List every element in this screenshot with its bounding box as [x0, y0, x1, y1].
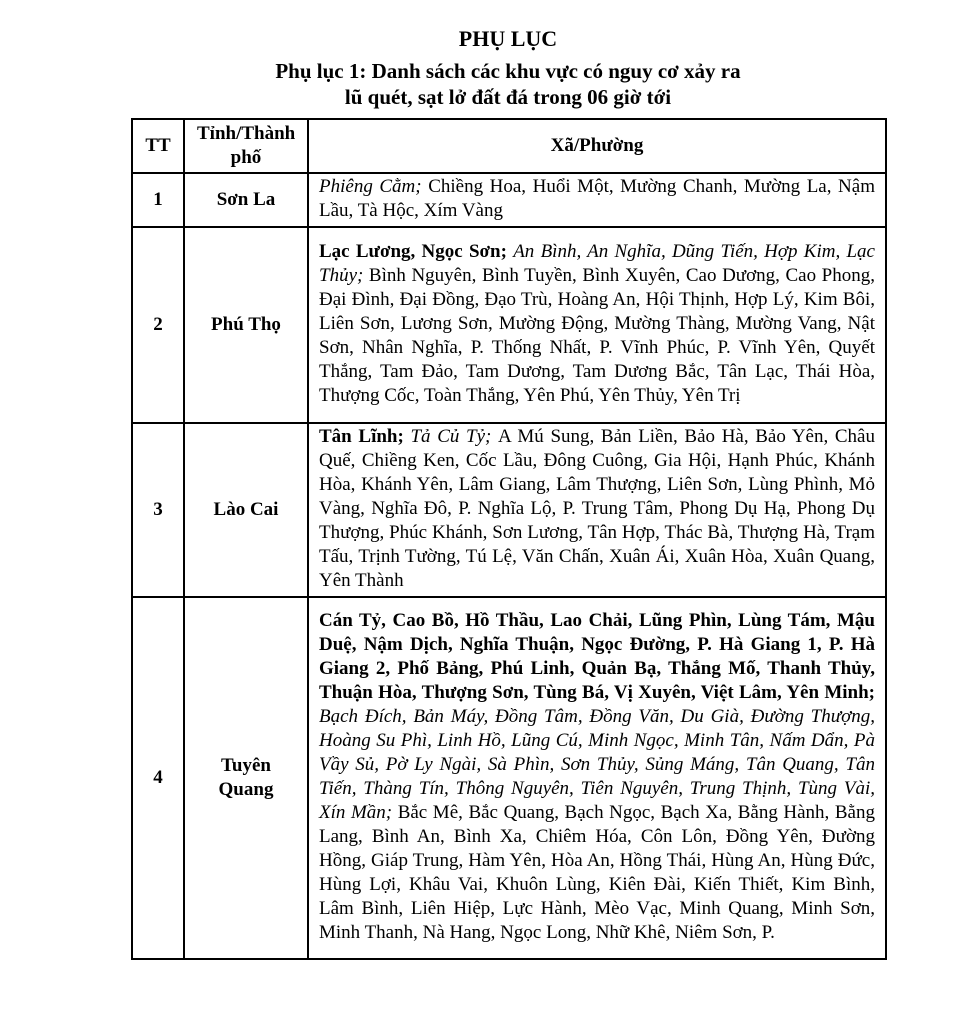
commune-segment-regular: Bắc Mê, Bắc Quang, Bạch Ngọc, Bạch Xa, Bằng Hành, Bằng Lang, Bình An, Bình Xa, Chiêm Hóa, Côn Lôn, Đồng Yên, Đường Hồng, Giáp Trung, Hàm Yên, Hòa An, Hồng Thái, Hùng An, Hùng Đức, Hùng Lợi, Khâu Vai, Khuôn Lùng, Kiên Đài, Kiến Thiết, Kim Bình, Lâm Bình, Liên Hiệp, Lực Hành, Mèo Vạc, Minh Quang, Minh Sơn, Minh Thanh, Nà Hang, Ngọc Long, Nhữ Khê, Niêm Sơn, P.	[319, 802, 875, 943]
commune-segment-bold: Lạc Lương, Ngọc Sơn;	[319, 241, 514, 262]
page-title: PHỤ LỤC	[458, 26, 558, 51]
column-header-commune: Xã/Phường	[308, 119, 886, 173]
header-row	[132, 119, 886, 173]
row-number: 2	[132, 227, 184, 423]
commune-segment-italic: Bạch Đích, Bản Máy, Đồng Tâm, Đồng Văn, Du Già, Đường Thượng, Hoàng Su Phì, Linh Hồ, Lũng Cú, Minh Ngọc, Minh Tân, Nấm Dẩn, Pà Vầy Sủ, Pờ Ly Ngài, Sà Phìn, Sơn Thủy, Sủng Máng, Tân Quang, Tân Tiến, Thàng Tín, Thông Nguyên, Tiên Nguyên, Trung Thịnh, Tùng Vài, Xín Mần;	[319, 706, 875, 823]
row-number: 3	[132, 423, 184, 597]
table-header	[132, 119, 886, 173]
commune-list	[308, 173, 886, 227]
commune-list	[308, 227, 886, 423]
commune-segment-regular: A Mú Sung, Bản Liền, Bảo Hà, Bảo Yên, Châu Quế, Chiềng Ken, Cốc Lầu, Đông Cuông, Gia Hội, Hạnh Phúc, Khánh Hòa, Khánh Yên, Lâm Giang, Lâm Thượng, Liên Sơn, Lùng Phình, Mỏ Vàng, Nghĩa Đô, P. Nghĩa Lộ, P. Trung Tâm, Phong Dụ Hạ, Phong Dụ Thượng, Phúc Khánh, Sơn Lương, Tân Hợp, Thác Bà, Thượng Hà, Trạm Tấu, Trịnh Tường, Tú Lệ, Văn Chấn, Xuân Ái, Xuân Hòa, Xuân Quang, Yên Thành	[319, 426, 875, 591]
table-row	[132, 423, 886, 597]
province-name: Sơn La	[184, 173, 308, 227]
commune-segment-italic: Tả Củ Tỷ;	[410, 426, 499, 447]
table-row	[132, 597, 886, 959]
column-header-tt: TT	[132, 119, 184, 173]
subtitle-line-2: lũ quét, sạt lở đất đá trong 06 giờ tới	[344, 85, 672, 109]
province-name: Lào Cai	[184, 423, 308, 597]
commune-segment-bold: Tân Lĩnh;	[319, 426, 411, 447]
province-name: Tuyên Quang	[184, 597, 308, 959]
commune-list	[308, 597, 886, 959]
commune-segment-regular: Chiềng Hoa, Huổi Một, Mường Chanh, Mường La, Nậm Lầu, Tà Hộc, Xím Vàng	[319, 176, 875, 221]
commune-segment-italic: Phiêng Cằm;	[319, 176, 429, 197]
appendix-table	[131, 118, 887, 960]
commune-segment-regular: Bình Nguyên, Bình Tuyền, Bình Xuyên, Cao Dương, Cao Phong, Đại Đình, Đại Đồng, Đạo Trù, Hoàng An, Hội Thịnh, Hợp Lý, Kim Bôi, Liên Sơn, Lương Sơn, Mường Động, Mường Thàng, Mường Vang, Nật Sơn, Nhân Nghĩa, P. Thống Nhất, P. Vĩnh Phúc, P. Vĩnh Yên, Quyết Thắng, Tam Đảo, Tam Dương, Tam Dương Bắc, Tân Lạc, Thái Hòa, Thượng Cốc, Toàn Thắng, Yên Phú, Yên Thủy, Yên Trị	[319, 265, 875, 406]
row-number: 4	[132, 597, 184, 959]
commune-list	[308, 423, 886, 597]
table-row	[132, 227, 886, 423]
province-name: Phú Thọ	[184, 227, 308, 423]
table-row	[132, 173, 886, 227]
table-body	[132, 173, 886, 959]
row-number: 1	[132, 173, 184, 227]
commune-segment-italic: An Bình, An Nghĩa, Dũng Tiến, Hợp Kim, Lạc Thủy;	[319, 241, 875, 286]
commune-segment-bold: Cán Tỷ, Cao Bồ, Hồ Thầu, Lao Chải, Lũng Phìn, Lùng Tám, Mậu Duệ, Nậm Dịch, Nghĩa Thuận, Ngọc Đường, P. Hà Giang 1, P. Hà Giang 2, Phố Bảng, Phú Linh, Quản Bạ, Thắng Mố, Thanh Thủy, Thuận Hòa, Thượng Sơn, Tùng Bá, Vị Xuyên, Việt Lâm, Yên Minh;	[319, 610, 875, 703]
column-header-province: Tỉnh/Thành phố	[184, 119, 308, 173]
subtitle-line-1: Phụ lục 1: Danh sách các khu vực có nguy cơ xảy ra	[275, 59, 741, 83]
document-content	[131, 0, 885, 960]
